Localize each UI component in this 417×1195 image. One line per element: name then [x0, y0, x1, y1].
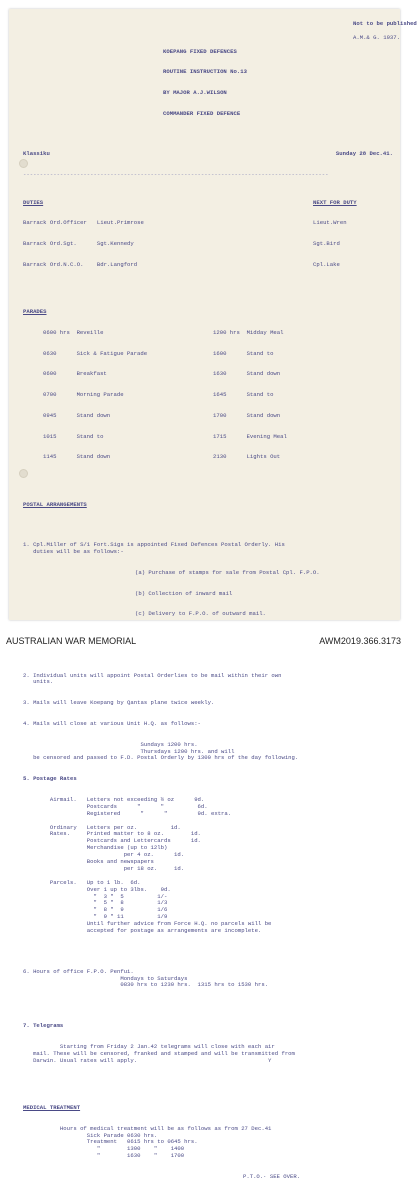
archive-reference: AWM2019.366.3173	[319, 636, 401, 646]
document-body: Not to be published A.M.& G. 1937. KOEPANG FIXED DEFENCES ROUTINE INSTRUCTION No.13 BY MAJOR A.J.WILSON COMMANDER FIXED DEFENCE Klassiku Sunday 28 Dec.41. ------------------------------------------------------------------------------------------- DUTIES NEXT FOR DUTY Barrack Ord.Officer Lieut.Primrose Lieut.Wren Barrack Ord.Sgt. Sgt.Kennedy Sgt.Bird Barrack Ord.N.C.O. Bdr.Langford Cpl.Lake PARADES 0600 hrs Reveille 1200 hrs Midday Meal 0630 Sick & Fatigue Parade 1600 Stand to 0600 Breakfast 1630 Stand down 0700 Morning Parade 1645 Stand to 0945 Stand down 1700 Stand down 1015 Stand to 1715 Evening Meal 1145 Stand down 2130 Lights Out POSTAL ARRANGEMENTS 1. Cpl.Miller of S/1 Fort.Sigs is appointed Fixed Defences Postal Orderly. His duties will be as follows:- (a) Purchase of stamps for sale from Postal Cpl. F.P.O. (b) Collection of inward mail (c) Delivery to F.P.O. of outward mail. 2. Individual units will appoint Postal Orderlies to be mail within their own units. 3. Mails will leave Koepang by Qantas plane twice weekly. 4. Mails will close at various Unit H.Q. as follows:- Sundays 1200 hrs. Thursdays 1200 hrs. and will be censored and passed to F.D. Postal Orderly by 1300 hrs of the day following. 5. Postage Rates Airmail. Letters not exceeding ½ oz 9d. Postcards " " 6d. Registered " " 9d. extra. Ordinary Letters per oz. 1d. Rates. Printed matter to 8 oz. 1d. Postcards and Lettercards 1d. Merchandise (up to 12lb) per 4 oz. 1d. Books and newspapers per 18 oz. 1d. Parcels. Up to 1 lb. 6d. Over 1 up to 3lbs. 9d. " 3 " 5 1/- " 5 " 8 1/3 " 8 " 9 1/6 " 9 " 11 1/9 Until further advice from Force H.Q. no parcels will be accepted for postage as arrangements are incomplete. 6. Hours of office F.P.O. Penfui. Mondays to Saturdays 0830 hrs to 1230 hrs. 1315 hrs to 1530 hrs. 7. Telegrams Starting from Friday 2 Jan.42 telegrams will close with each air mail. These will be censored, franked and stamped and will be transmitted from Darwin. Usual rates will apply. Y MEDICAL TREATMENT Hours of medical treatment will be as follows as from 27 Dec.41 Sick Parade 0630 hrs. Treatment 0615 hrs to 0645 hrs. " 1300 " 1400 " 1630 " 1700 P.T.O.· SEE OVER.	[23, 20, 417, 1180]
postage-rates-table: Airmail. Letters not exceeding ½ oz 9d. Postcards " " 6d. Registered " " 9d. extra. Ordinary Letters per oz. 1d. Rates. Printed matter to 8 oz. 1d. Postcards and Lettercards 1d. Merchandise (up to 12lb) per 4 oz. 1d. Books and newspapers per 18 oz. 1d. Parcels. Up to 1 lb. 6d. Over 1 up to 3lbs. 9d. " 3 " 5 1/- " 5 " 8 1/3 " 8 " 9 1/6 " 9 " 11 1/9 Until further advice from Force H.Q. no parcels will be accepted for postage as arrangements are incomplete.	[49, 795, 272, 935]
header-line-3: BY MAJOR A.J.WILSON	[163, 89, 227, 97]
medical-text: Hours of medical treatment will be as follows as from 27 Dec.41 Sick Parade 0630 hrs. Treatment 0615 hrs to 0645 hrs. " 1300 " 1400 " 1630 " 1700	[59, 1124, 272, 1160]
next-duty-title: NEXT FOR DUTY	[313, 198, 357, 206]
header-line-2: ROUTINE INSTRUCTION No.13	[163, 68, 247, 76]
date-line	[23, 151, 393, 158]
duty-row: Barrack Ord.Sgt. Sgt.Kennedy Sgt.Bird	[23, 240, 340, 248]
location: Klassiku	[23, 150, 50, 158]
see-over-note: P.T.O.· SEE OVER.	[243, 1173, 301, 1180]
parade-row: 0945 Stand down 1700 Stand down	[43, 411, 281, 419]
duty-row: Barrack Ord.Officer Lieut.Primrose Lieut.Wren	[23, 219, 347, 227]
parade-row: 0630 Sick & Fatigue Parade 1600 Stand to	[43, 349, 274, 357]
date: Sunday 28 Dec.41.	[335, 150, 393, 158]
parade-row: 1015 Stand to 1715 Evening Meal	[43, 432, 287, 440]
duties-title: DUTIES	[23, 198, 44, 206]
parade-row: 0600 hrs Reveille 1200 hrs Midday Meal	[43, 328, 284, 336]
telegrams-text: Starting from Friday 2 Jan.42 telegrams will close with each air mail. These will be censored, franked and stamped and will be transmitted from Darwin. Usual rates will apply. Y	[33, 1042, 295, 1064]
archive-footer	[0, 626, 409, 653]
archive-name: AUSTRALIAN WAR MEMORIAL	[6, 636, 137, 646]
header-line-4: COMMANDER FIXED DEFENCE	[163, 109, 241, 117]
duties-header	[23, 200, 393, 207]
not-published-note: Not to be published	[353, 20, 417, 27]
postal-paragraph-4: 4. Mails will close at various Unit H.Q. as follows:-	[23, 719, 201, 727]
postal-duty-item: (b) Collection of inward mail	[135, 589, 233, 597]
medical-title: MEDICAL TREATMENT	[23, 1103, 81, 1111]
mail-closing-times: Sundays 1200 hrs. Thursdays 1200 hrs. and will be censored and passed to F.D. Postal Orderly by 1300 hrs of the day following.	[33, 740, 299, 762]
parade-row: 0700 Morning Parade 1645 Stand to	[43, 391, 274, 399]
parades-title: PARADES	[23, 308, 47, 316]
telegrams-title: 7. Telegrams	[23, 1021, 64, 1029]
reference-number: A.M.& G. 1937.	[353, 34, 400, 41]
header-line-1: KOEPANG FIXED DEFENCES	[163, 47, 237, 55]
parade-row: 1145 Stand down 2130 Lights Out	[43, 453, 281, 461]
postal-paragraph-6: 6. Hours of office F.P.O. Penfui. Mondays to Saturdays 0830 hrs to 1230 hrs. 1315 hrs to 1530 hrs.	[23, 967, 269, 989]
postage-rates-title: 5. Postage Rates	[23, 775, 77, 783]
duty-row: Barrack Ord.N.C.O. Bdr.Langford Cpl.Lake	[23, 260, 340, 268]
postal-paragraph-1: 1. Cpl.Miller of S/1 Fort.Sigs is appointed Fixed Defences Postal Orderly. His duties will be as follows:-	[23, 541, 285, 556]
postal-title: POSTAL ARRANGEMENTS	[23, 500, 87, 508]
parade-row: 0600 Breakfast 1630 Stand down	[43, 370, 281, 378]
postal-paragraph-3: 3. Mails will leave Koepang by Qantas plane twice weekly.	[23, 699, 215, 707]
postal-duty-item: (a) Purchase of stamps for sale from Postal Cpl. F.P.O.	[135, 568, 320, 576]
postal-duty-item: (c) Delivery to F.P.O. of outward mail.	[135, 610, 266, 618]
postal-paragraph-2: 2. Individual units will appoint Postal Orderlies to be mail within their own units.	[23, 671, 282, 686]
